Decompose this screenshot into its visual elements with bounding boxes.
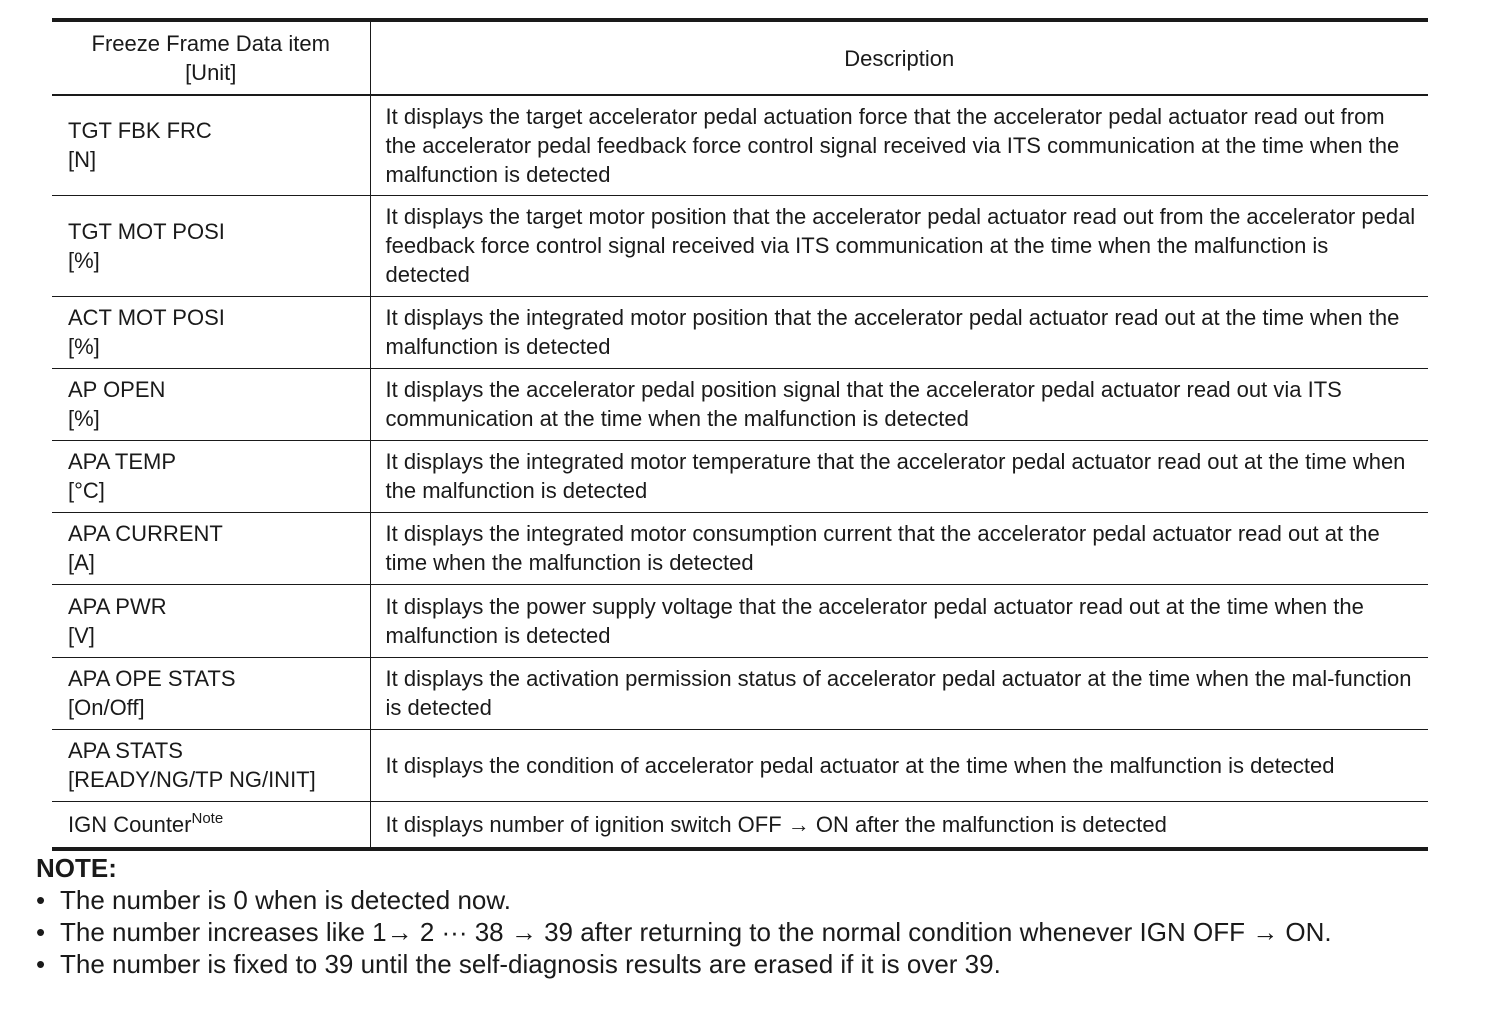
item-cell [52, 657, 370, 729]
table-row [52, 296, 1428, 368]
table-header-row [52, 20, 1428, 95]
description-cell: It displays the accelerator pedal position signal that the accelerator pedal actuator read out via ITS communication at the time when the malfunction is detected [370, 368, 1428, 440]
item-cell [52, 95, 370, 195]
item-name: APA CURRENT [68, 521, 223, 546]
item-cell [52, 368, 370, 440]
bullet-icon: • [36, 885, 46, 915]
item-unit: [%] [68, 247, 100, 273]
item-name: APA STATS [68, 738, 183, 763]
description-cell: It displays the target motor position that the accelerator pedal actuator read out from the accelerator pedal feedback force control signal received via ITS communication at the time when the malfunction is detected [370, 195, 1428, 296]
item-cell [52, 512, 370, 584]
item-cell [52, 296, 370, 368]
item-unit: [°C] [68, 478, 105, 503]
note-text: The number increases like 1→ 2 ··· 38 → 39 after returning to the normal condition whenever IGN OFF → ON. [60, 917, 1332, 947]
header-item-label: Freeze Frame Data item [91, 31, 330, 56]
note-list [36, 884, 1476, 980]
item-unit: [%] [68, 406, 100, 431]
note-text: The number is 0 when is detected now. [60, 885, 511, 915]
table-row [52, 95, 1428, 195]
note-section [36, 852, 1476, 980]
table-row [52, 729, 1428, 801]
header-unit-label: [Unit] [185, 60, 237, 85]
description-cell: It displays the integrated motor consumption current that the accelerator pedal actuator read out at the time when the malfunction is detected [370, 512, 1428, 584]
item-name: APA TEMP [68, 449, 177, 474]
bullet-icon: • [36, 949, 46, 979]
list-item [36, 948, 1476, 980]
item-name: APA PWR [68, 593, 167, 619]
item-unit: [V] [68, 622, 95, 648]
item-name: TGT MOT POSI [68, 218, 225, 244]
item-cell [52, 584, 370, 657]
note-reference-superscript: Note [191, 809, 224, 827]
description-cell: It displays the integrated motor position that the accelerator pedal actuator read out at the time when the malfunction is detected [370, 296, 1428, 368]
item-unit: [On/Off] [68, 695, 145, 720]
note-text: The number is fixed to 39 until the self-diagnosis results are erased if it is over 39. [60, 949, 1001, 979]
item-unit: [A] [68, 550, 95, 575]
item-cell [52, 801, 370, 849]
header-item-column [52, 20, 370, 95]
item-name: ACT MOT POSI [68, 305, 225, 330]
freeze-frame-data-table [52, 18, 1428, 851]
bullet-icon: • [36, 917, 46, 947]
item-cell [52, 440, 370, 512]
description-cell: It displays the power supply voltage that the accelerator pedal actuator read out at the time when the malfunction is detected [370, 584, 1428, 657]
item-unit: [%] [68, 334, 100, 359]
item-name: AP OPEN [68, 377, 166, 402]
item-name: APA OPE STATS [68, 666, 236, 691]
description-cell: It displays number of ignition switch OFF → ON after the malfunction is detected [370, 801, 1428, 849]
item-name: IGN Counter [68, 811, 192, 837]
item-cell [52, 729, 370, 801]
table-row [52, 657, 1428, 729]
note-title: NOTE: [36, 853, 117, 883]
table-row [52, 440, 1428, 512]
description-cell: It displays the condition of accelerator pedal actuator at the time when the malfunction is detected [370, 729, 1428, 801]
table-row [52, 584, 1428, 657]
item-name: TGT FBK FRC [68, 118, 212, 144]
item-unit: [READY/NG/TP NG/INIT] [68, 767, 316, 792]
table-row [52, 801, 1428, 849]
table-row [52, 512, 1428, 584]
header-description-column [370, 20, 1428, 95]
list-item [36, 916, 1476, 948]
list-item [36, 884, 1476, 916]
table-row [52, 195, 1428, 296]
item-cell [52, 195, 370, 296]
header-description-label: Description [844, 45, 955, 71]
table-row [52, 368, 1428, 440]
item-unit: [N] [68, 147, 97, 173]
description-cell: It displays the integrated motor temperature that the accelerator pedal actuator read out at the time when the malfunction is detected [370, 440, 1428, 512]
description-cell: It displays the activation permission status of accelerator pedal actuator at the time when the mal-function is detected [370, 657, 1428, 729]
description-cell: It displays the target accelerator pedal actuation force that the accelerator pedal actuator read out from the accelerator pedal feedback force control signal received via ITS communication at the time when the malfunction is detected [370, 95, 1428, 195]
